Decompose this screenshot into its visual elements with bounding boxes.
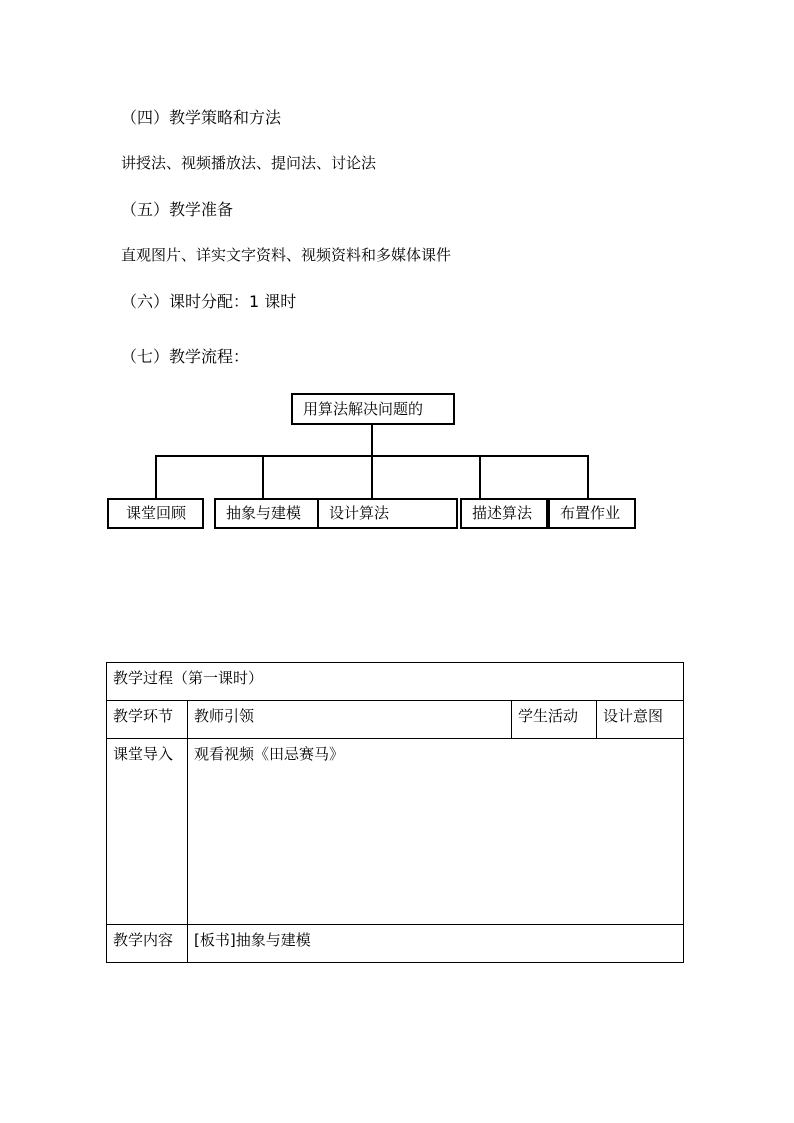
section-5-body: 直观图片、详实文字资料、视频资料和多媒体课件 <box>121 246 452 264</box>
table-row <box>107 925 684 963</box>
row-content: 观看视频《田忌赛马》 <box>188 739 684 925</box>
table-title-row <box>107 663 684 701</box>
row-stage: 教学内容 <box>107 925 188 963</box>
connector-child-2 <box>262 455 264 498</box>
flowchart-node-label: 设计算法 <box>329 504 390 522</box>
flowchart-root-label: 用算法解决问题的 <box>303 399 424 418</box>
flowchart-node-homework <box>548 498 636 529</box>
header-stage: 教学环节 <box>107 701 188 739</box>
section-4-body: 讲授法、视频播放法、提问法、讨论法 <box>121 154 377 172</box>
flowchart-node-label: 描述算法 <box>472 504 533 522</box>
flowchart-root-box <box>291 393 455 425</box>
flowchart-node-label: 布置作业 <box>560 504 621 522</box>
header-design-intent: 设计意图 <box>597 701 684 739</box>
table-title: 教学过程（第一课时） <box>107 663 684 701</box>
row-stage: 课堂导入 <box>107 739 188 925</box>
table-header-row <box>107 701 684 739</box>
connector-child-5 <box>587 455 589 498</box>
teaching-process-table <box>106 662 684 963</box>
table-row <box>107 739 684 925</box>
connector-child-4 <box>479 455 481 498</box>
flowchart-node-label: 抽象与建模 <box>226 504 302 522</box>
section-6-heading: （六）课时分配：1 课时 <box>121 292 297 311</box>
row-content: [板书]抽象与建模 <box>188 925 684 963</box>
flowchart-node-review <box>107 498 204 529</box>
connector-child-1 <box>155 455 157 498</box>
header-student-activity: 学生活动 <box>512 701 597 739</box>
flowchart-node-design-algorithm <box>317 498 458 529</box>
flowchart-node-modeling <box>214 498 319 529</box>
section-5-heading: （五）教学准备 <box>121 200 234 219</box>
flowchart-node-describe-algorithm <box>460 498 548 529</box>
section-7-heading: （七）教学流程： <box>121 347 250 366</box>
connector-child-3 <box>371 455 373 498</box>
header-teacher-guidance: 教师引领 <box>188 701 512 739</box>
flowchart-node-label: 课堂回顾 <box>126 504 187 522</box>
connector-root-down <box>371 425 373 455</box>
section-4-heading: （四）教学策略和方法 <box>121 108 282 127</box>
